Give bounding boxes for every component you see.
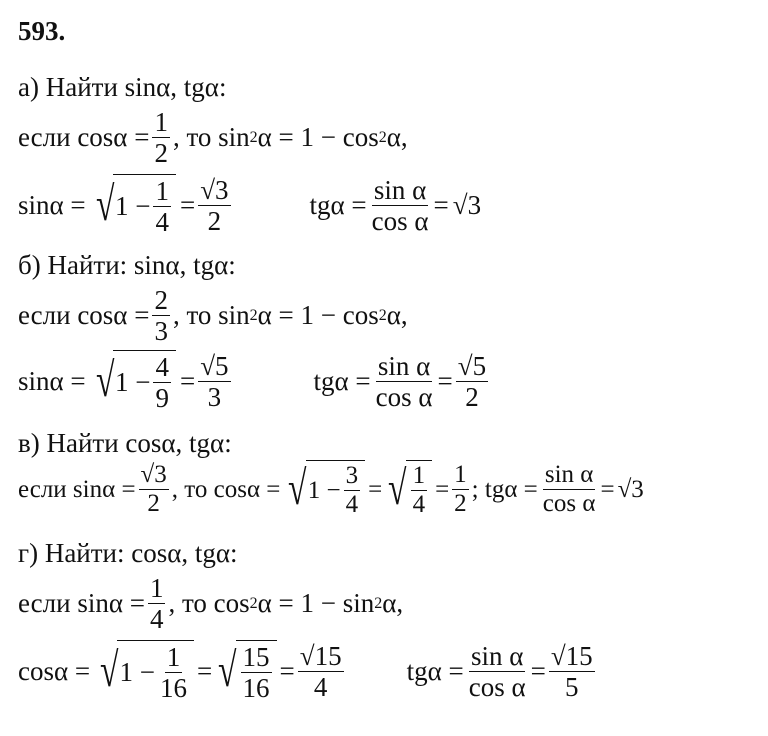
numerator: 1 (411, 463, 428, 491)
part-d-heading: г) Найти: cosα, tgα: (18, 538, 238, 568)
denominator: 5 (565, 671, 579, 702)
text: = (435, 475, 450, 503)
text: sinα = (18, 365, 86, 396)
numerator: √15 (299, 640, 342, 671)
square-root (384, 460, 432, 519)
radical-sign: √ (288, 462, 307, 516)
text: α, (386, 300, 408, 331)
numerator: sin α (377, 350, 431, 381)
radical-sign: √ (388, 462, 407, 516)
text: , то sin (172, 122, 250, 153)
radical-sign: √ (100, 644, 119, 698)
exponent: 2 (249, 128, 258, 146)
text: = (179, 365, 196, 396)
denominator: 16 (242, 673, 270, 704)
text: если sinα = (18, 475, 136, 503)
numerator: 4 (155, 352, 169, 382)
denominator: cos α (468, 671, 526, 702)
numerator: sin α (543, 462, 596, 490)
text: tgα = (309, 189, 367, 220)
fraction (158, 643, 189, 703)
text: √3 (617, 475, 644, 503)
fraction (411, 463, 428, 519)
square-root (92, 350, 176, 413)
text: tgα = (406, 655, 464, 686)
square-root (96, 640, 194, 703)
text: = (196, 655, 213, 686)
part-c-heading: в) Найти cosα, tgα: (18, 428, 232, 458)
square-root (284, 460, 365, 519)
fraction (298, 642, 344, 702)
text: = (279, 655, 295, 686)
text: , то cos (168, 588, 250, 619)
exponent: 2 (378, 306, 387, 324)
numerator: √3 (139, 462, 169, 490)
text: ; tgα = (471, 475, 538, 503)
fraction (541, 462, 598, 518)
text: 1 − (114, 367, 151, 398)
numerator: 1 (155, 176, 169, 206)
radicand (406, 460, 433, 519)
fraction (153, 353, 171, 413)
fraction (152, 286, 170, 346)
denominator: 2 (454, 489, 467, 517)
denominator: 2 (154, 138, 168, 169)
denominator: 4 (345, 491, 359, 519)
denominator: 3 (154, 316, 168, 347)
denominator: cos α (542, 489, 596, 517)
text: cosα = (18, 655, 91, 686)
fraction (153, 177, 171, 237)
text: sinα = (18, 189, 86, 220)
numerator: 15 (242, 642, 270, 672)
square-root (92, 174, 176, 237)
text: α = 1 − sin (257, 588, 375, 619)
exponent: 2 (249, 594, 258, 612)
numerator: 1 (452, 462, 469, 490)
part-b-result (18, 350, 491, 413)
radicand (306, 460, 365, 519)
fraction (456, 352, 488, 412)
numerator: 3 (344, 463, 361, 491)
square-root (214, 640, 276, 703)
part-c-result (18, 460, 644, 519)
fraction (452, 462, 469, 518)
denominator: cos α (375, 381, 433, 412)
numerator: 1 (149, 573, 164, 603)
radicand (117, 640, 193, 703)
denominator: 16 (159, 673, 187, 704)
fraction (152, 108, 170, 168)
part-a-heading: а) Найти sinα, tgα: (18, 72, 227, 102)
text: √3 (452, 189, 482, 220)
text: 1 − (307, 477, 341, 505)
text: tgα = (313, 365, 371, 396)
part-d-condition (18, 574, 403, 634)
numerator: 1 (154, 107, 168, 137)
radical-sign: √ (95, 178, 115, 232)
denominator: 3 (207, 381, 222, 412)
text: = (368, 475, 383, 503)
text: = (179, 189, 196, 220)
numerator: √15 (550, 640, 593, 671)
fraction (370, 176, 431, 236)
part-a-result (18, 174, 481, 237)
numerator: 2 (154, 285, 168, 315)
fraction (344, 463, 361, 519)
exponent: 2 (249, 306, 258, 324)
numerator: sin α (470, 640, 524, 671)
denominator: 2 (207, 205, 222, 236)
numerator: sin α (373, 174, 427, 205)
text: α = 1 − cos (257, 122, 379, 153)
text: α, (382, 588, 404, 619)
exponent: 2 (378, 128, 387, 146)
text: = (530, 655, 546, 686)
fraction (148, 574, 166, 634)
part-b-heading: б) Найти: sinα, tgα: (18, 250, 236, 280)
numerator: √5 (200, 350, 229, 381)
denominator: 4 (412, 491, 426, 519)
fraction (139, 462, 169, 518)
part-b-condition (18, 286, 408, 346)
text: , то sin (172, 300, 250, 331)
radicand (236, 640, 277, 703)
text: , то cosα = (171, 475, 281, 503)
text: = (600, 475, 615, 503)
numerator: √3 (200, 174, 229, 205)
fraction (198, 176, 230, 236)
exponent: 2 (374, 594, 383, 612)
fraction (374, 352, 435, 412)
denominator: 4 (149, 604, 164, 635)
text: 1 − (119, 657, 155, 688)
text: если sinα = (18, 588, 145, 619)
text: 1 − (114, 191, 151, 222)
part-a-condition (18, 108, 408, 168)
denominator: 2 (465, 381, 479, 412)
numerator: 1 (166, 642, 181, 672)
text: если cosα = (18, 300, 150, 331)
radicand (113, 174, 176, 237)
radical-sign: √ (218, 644, 237, 698)
fraction (241, 643, 272, 703)
text: = (437, 365, 453, 396)
text: если cosα = (18, 122, 150, 153)
numerator: √5 (457, 350, 487, 381)
radicand (113, 350, 176, 413)
problem-number: 593. (18, 16, 66, 46)
fraction (467, 642, 528, 702)
denominator: 2 (147, 489, 160, 517)
part-d-result (18, 640, 598, 703)
text: α = 1 − cos (257, 300, 379, 331)
denominator: 9 (155, 383, 169, 414)
fraction (198, 352, 230, 412)
denominator: cos α (371, 205, 429, 236)
fraction (549, 642, 595, 702)
denominator: 4 (313, 671, 328, 702)
denominator: 4 (155, 207, 169, 238)
text: = (433, 189, 449, 220)
text: α, (386, 122, 408, 153)
radical-sign: √ (95, 354, 115, 408)
